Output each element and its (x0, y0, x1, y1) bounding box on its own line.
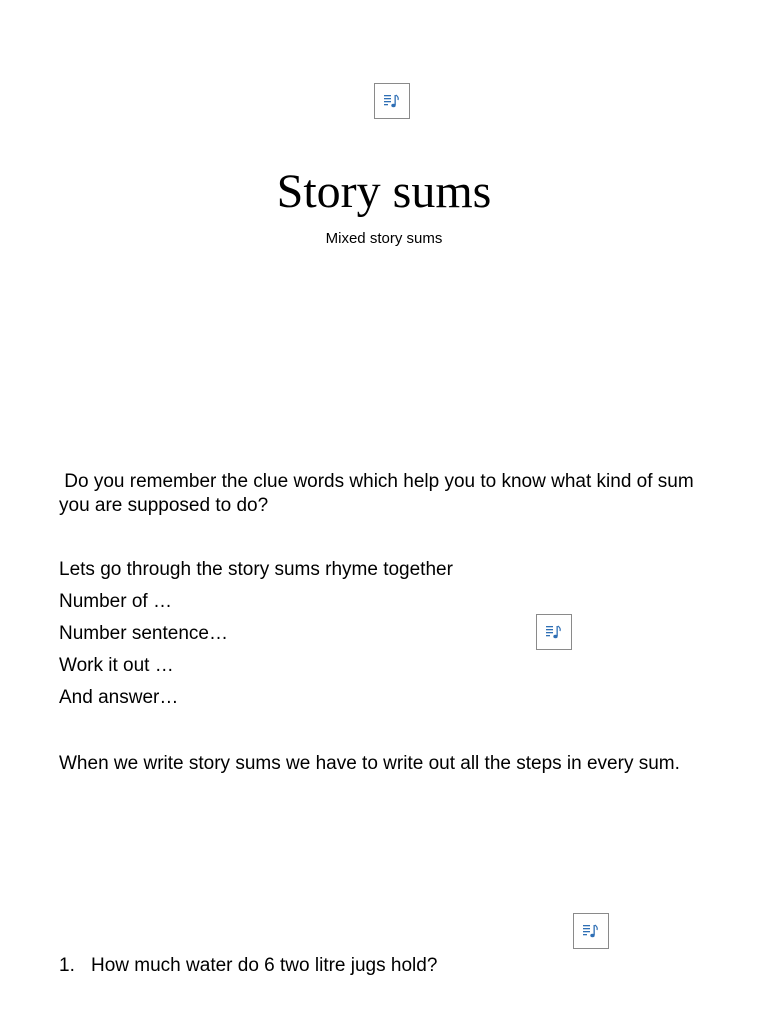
rhyme-line-and-answer: And answer… (59, 687, 179, 708)
audio-note-glyph (383, 92, 401, 110)
rhyme-line-number-sentence: Number sentence… (59, 623, 228, 644)
rhyme-lead: Lets go through the story sums rhyme together (59, 559, 453, 580)
audio-note-glyph (582, 922, 600, 940)
audio-note-icon[interactable] (374, 83, 410, 119)
audio-note-icon[interactable] (536, 614, 572, 650)
rhyme-line-number-of: Number of … (59, 591, 172, 612)
audio-note-glyph (545, 623, 563, 641)
question-1-text: How much water do 6 two litre jugs hold? (91, 955, 438, 976)
question-1-number: 1. (59, 955, 75, 976)
question-1 (59, 954, 437, 978)
audio-note-icon[interactable] (573, 913, 609, 949)
rhyme-line-work-it-out: Work it out … (59, 655, 174, 676)
steps-note: When we write story sums we have to write out all the steps in every sum. (59, 753, 680, 774)
intro-question: Do you remember the clue words which help you to know what kind of sum you are supposed to do? (59, 471, 699, 516)
page-subtitle: Mixed story sums (325, 230, 443, 247)
page-title: Story sums (276, 165, 492, 218)
